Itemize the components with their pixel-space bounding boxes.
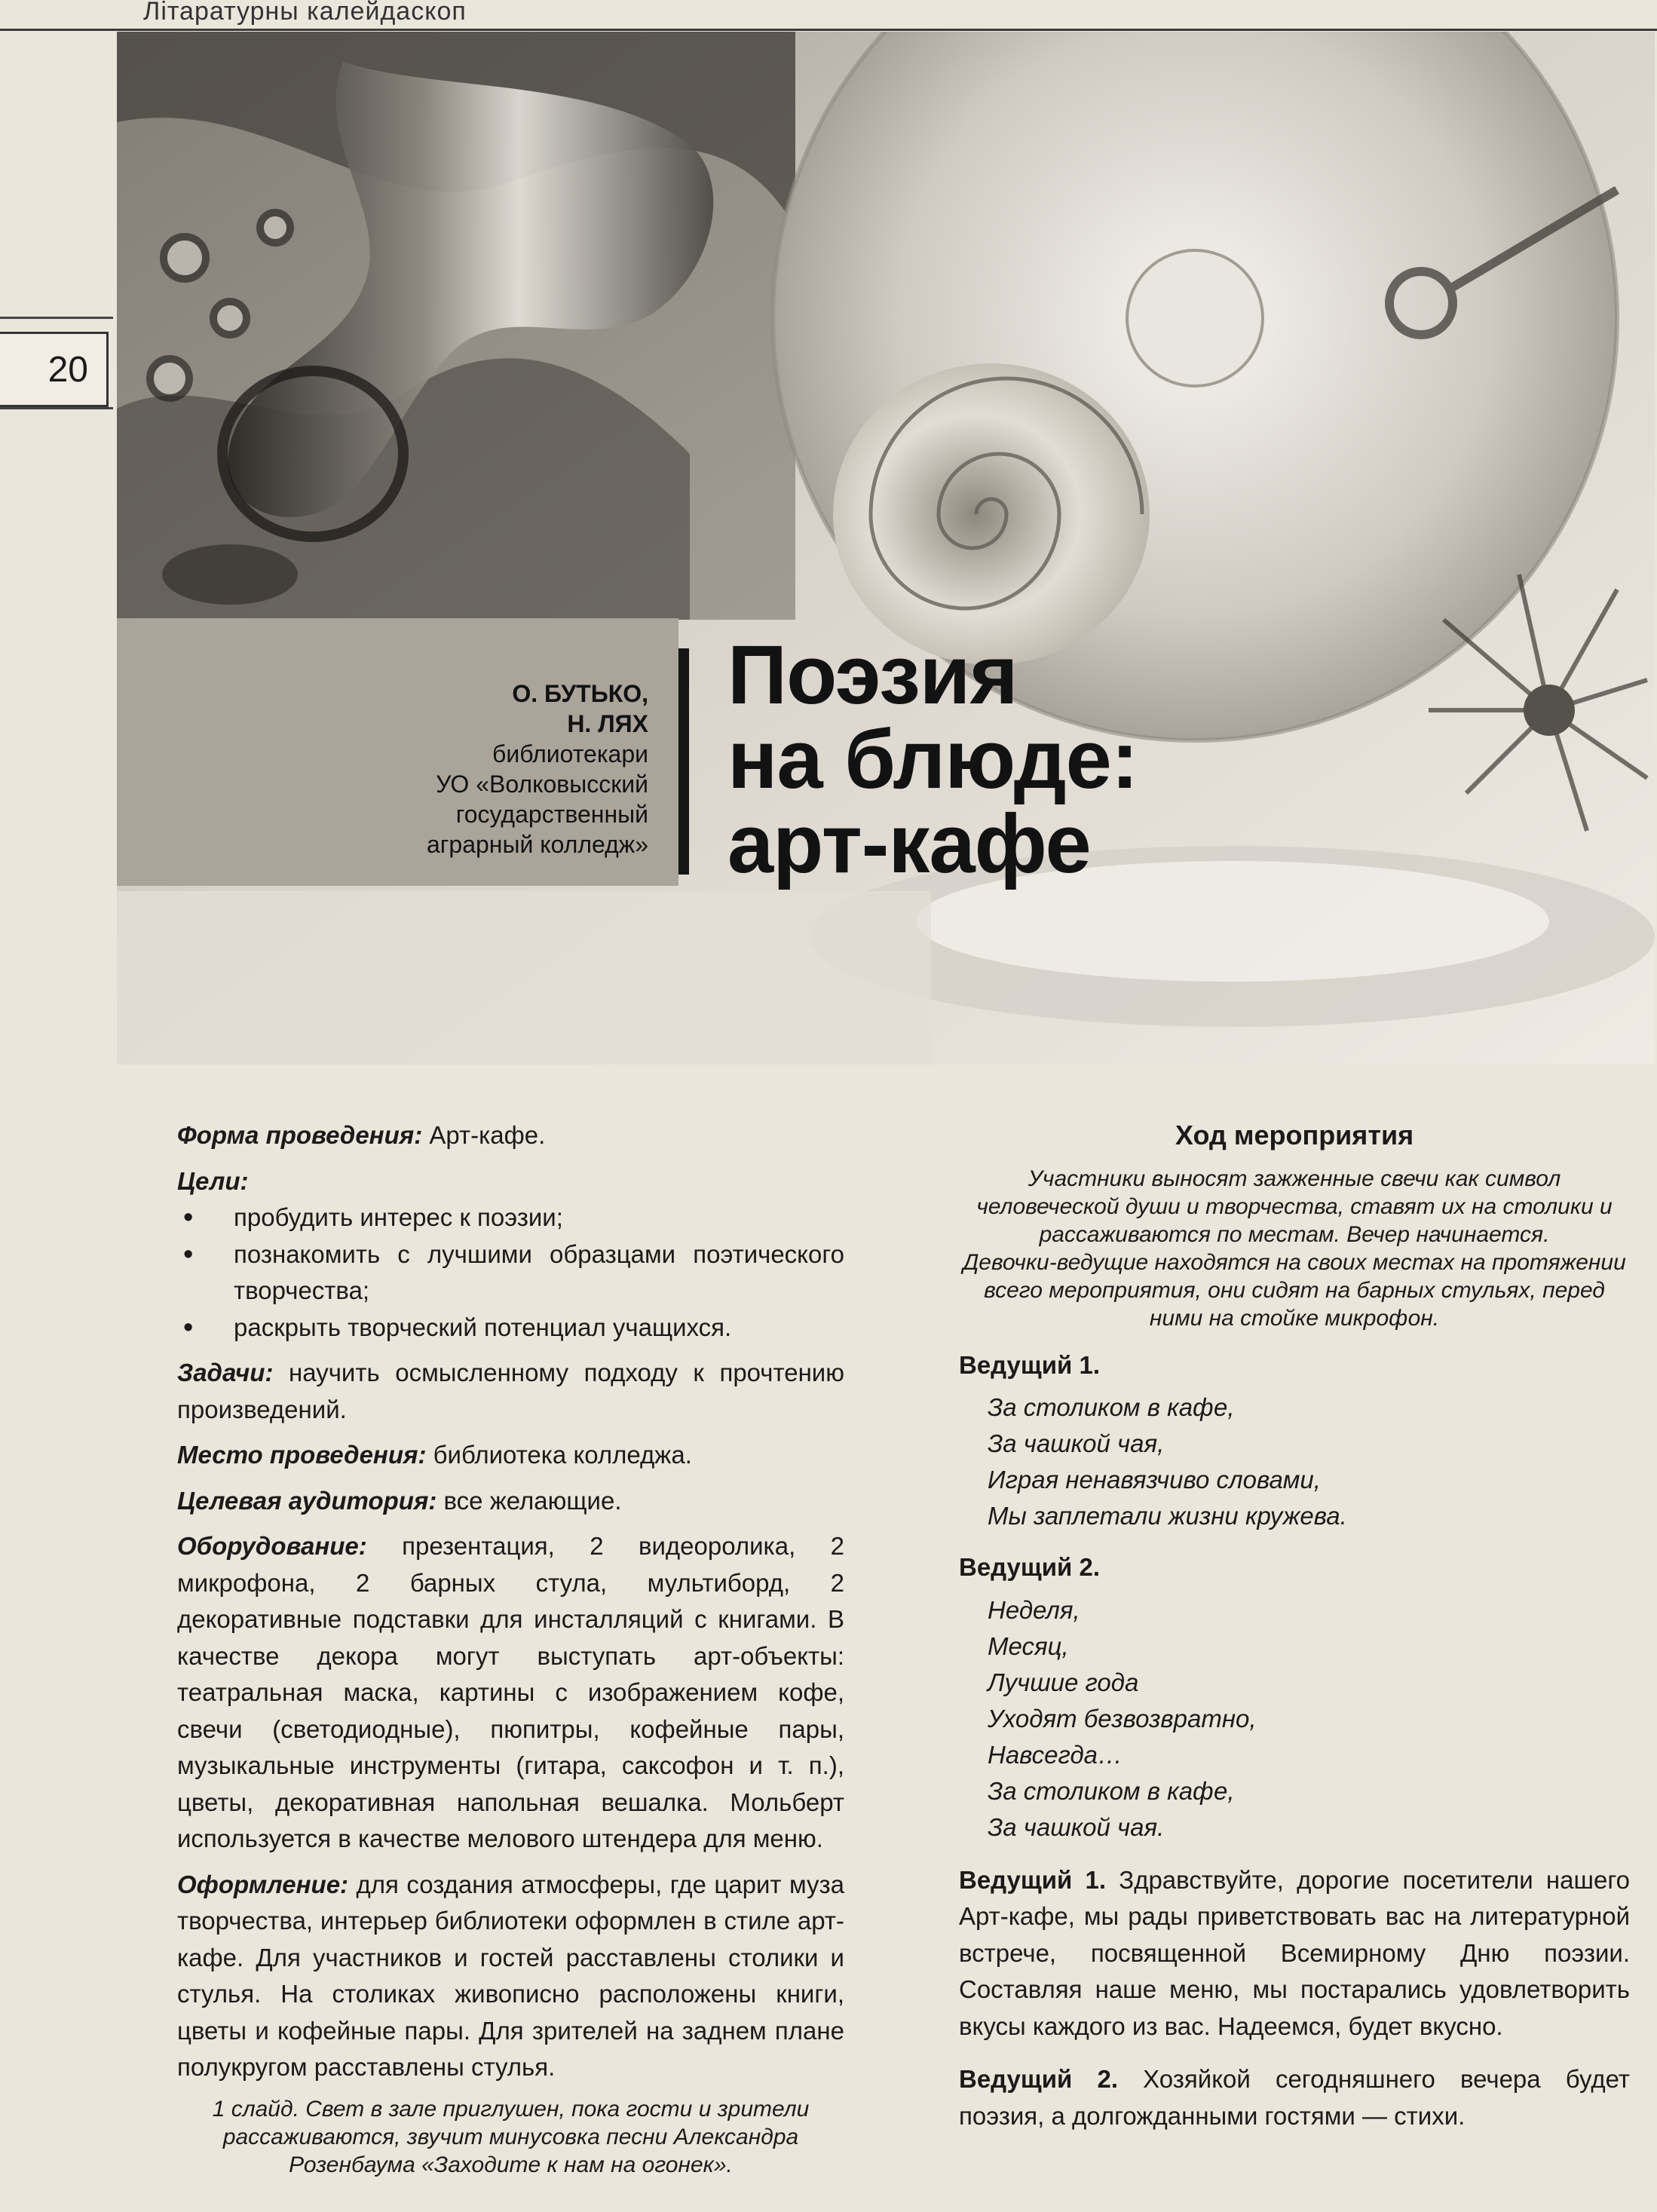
- speech-text: Хозяйкой сегодняшнего вечера будет поэзия, а долгожданными гостями — стихи.: [959, 2065, 1630, 2130]
- title-line: Поэзия: [727, 629, 1018, 722]
- poem-line: Играя ненавязчиво словами,: [988, 1466, 1321, 1494]
- slide-note: 1 слайд. Свет в зале приглушен, пока гости и зрители рассаживаются, звучит минусовка песни Александра Розенбаума «Заходите к нам на огонек».: [212, 2096, 810, 2177]
- title-line: на блюде:: [727, 713, 1138, 806]
- equipment-value: презентация, 2 видеоролика, 2 микрофона, 2 барных стула, мультиборд, 2 декоративные подставки для инсталляций с книгами. В качестве декора могут выступать арт-объекты: театральная маска, картины с изображением кофе, свечи (светодиодные), пюпитры, кофейные пары, музыкальные инструменты (гитара, саксофон и т. п.), цветы, декоративная напольная вешалка. Мольберт используется в качестве мелового штендера для меню.: [177, 1532, 844, 1852]
- poem-line: За чашкой чая.: [988, 1812, 1165, 1841]
- author-affiliation: аграрный колледж»: [426, 831, 648, 858]
- speaker-label: Ведущий 2.: [959, 2065, 1118, 2093]
- poem-line: Неделя,: [988, 1595, 1080, 1624]
- header-rule: [0, 29, 1657, 31]
- speech-paragraph: [959, 2061, 1630, 2134]
- place-paragraph: [177, 1437, 844, 1474]
- list-item: • раскрыть творческий потенциал учащихся.: [177, 1310, 844, 1347]
- poem-stanza: [959, 1592, 1630, 1846]
- author-affiliation: государственный: [455, 801, 648, 828]
- speech-paragraph: [959, 1862, 1630, 2045]
- form-label: Форма проведения:: [177, 1121, 423, 1149]
- poem-line: Месяц,: [988, 1631, 1069, 1660]
- left-column: [177, 1117, 844, 2186]
- title-line: арт-кафе: [727, 798, 1091, 890]
- poem-line: За столиком в кафе,: [988, 1776, 1235, 1805]
- right-column: [959, 1117, 1630, 2143]
- list-item: • познакомить с лучшими образцами поэтического творчества;: [177, 1236, 844, 1310]
- author-name: О. БУТЬКО,: [512, 680, 648, 707]
- poem-line: За чашкой чая,: [988, 1429, 1165, 1457]
- author-affiliation: УО «Волковысский: [436, 771, 648, 798]
- audience-label: Целевая аудитория:: [177, 1486, 437, 1515]
- tasks-label: Задачи:: [177, 1359, 274, 1386]
- author-role: библиотекари: [492, 740, 648, 767]
- author-credits: [427, 679, 648, 859]
- equipment-label: Оборудование:: [177, 1532, 367, 1560]
- goals-heading: [177, 1163, 844, 1200]
- article-title: [727, 629, 1138, 890]
- running-head: Лiтаратурны калейдаскоп: [143, 0, 467, 26]
- audience-value: все желающие.: [436, 1486, 622, 1515]
- stage-direction: Девочки-ведущие находятся на своих местах на протяжении всего мероприятия, они сидят на барных стульях, перед ними на стойке микрофон.: [963, 1249, 1626, 1331]
- side-rule-bottom: [0, 407, 113, 409]
- design-value: для создания атмосферы, где царит муза творчества, интерьер библиотеки оформлен в стиле арт-кафе. Для участников и гостей расставлены столики и стулья. На столиках живописно расположены книги, цветы и кофейные пары. Для зрителей на заднем плане полукругом расставлены стулья.: [177, 1870, 844, 2081]
- side-rule-top: [0, 317, 113, 319]
- speaker-label: Ведущий 1.: [959, 1350, 1100, 1379]
- title-divider-bar: [678, 648, 689, 875]
- design-paragraph: [177, 1867, 844, 2086]
- author-box: [117, 618, 678, 886]
- poem-stanza: [959, 1389, 1630, 1534]
- speaker-label: Ведущий 2.: [959, 1553, 1100, 1581]
- list-item: • пробудить интерес к поэзии;: [177, 1199, 844, 1236]
- stage-direction: Участники выносят зажженные свечи как символ человеческой души и творчества, ставят их на столики и рассаживаются по местам. Вечер начинается.: [976, 1166, 1613, 1247]
- goals-list: [177, 1199, 844, 1346]
- section-title: Ход мероприятия: [1175, 1120, 1414, 1150]
- page-number: 20: [0, 332, 109, 407]
- poem-line: За столиком в кафе,: [988, 1393, 1235, 1421]
- form-paragraph: [177, 1117, 844, 1154]
- form-value: Арт-кафе.: [422, 1121, 546, 1149]
- poem-line: Мы заплетали жизни кружева.: [988, 1502, 1347, 1530]
- audience-paragraph: [177, 1483, 844, 1520]
- speech-text: Здравствуйте, дорогие посетители нашего Арт-кафе, мы рады приветствовать вас на литературной встрече, посвященной Всемирному Дню поэзии. Составляя наше меню, мы постарались удовлетворить вкусы каждого из вас. Надеемся, будет вкусно.: [959, 1865, 1630, 2040]
- place-value: библиотека колледжа.: [426, 1441, 692, 1469]
- poem-line: Навсегда…: [988, 1740, 1123, 1769]
- design-label: Оформление:: [177, 1870, 349, 1898]
- hero-illustration: [117, 32, 1655, 1065]
- equipment-paragraph: [177, 1528, 844, 1858]
- poem-line: Уходят безвозвратно,: [988, 1704, 1257, 1733]
- goals-label: Цели:: [177, 1166, 249, 1195]
- speaker-label: Ведущий 1.: [959, 1865, 1107, 1894]
- poem-line: Лучшие года: [988, 1668, 1139, 1696]
- tasks-value: научить осмысленному подходу к прочтению произведений.: [177, 1359, 844, 1423]
- tasks-paragraph: [177, 1355, 844, 1428]
- place-label: Место проведения:: [177, 1441, 427, 1469]
- author-name: Н. ЛЯХ: [567, 710, 648, 737]
